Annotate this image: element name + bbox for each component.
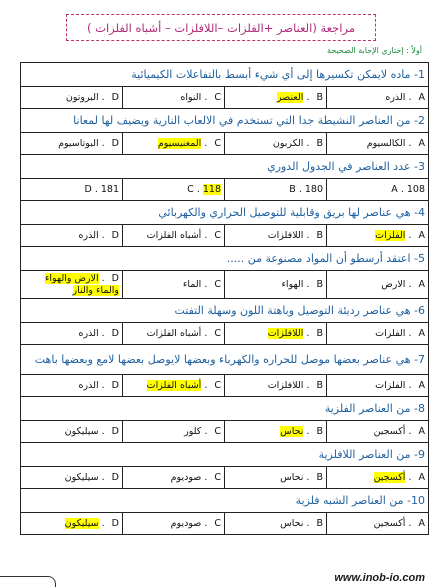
option-letter: B xyxy=(289,183,296,195)
option-text: الهواء xyxy=(281,278,304,290)
option-b[interactable]: B . نحاس xyxy=(225,467,327,489)
question-text: 5- اعتقد أرسطو أن المواد مصنوعة من ..... xyxy=(21,247,429,271)
option-b[interactable]: B . نحاس xyxy=(225,421,327,443)
option-a[interactable]: A . أكسجين xyxy=(327,421,429,443)
options-row xyxy=(21,323,429,345)
option-letter: C xyxy=(214,471,221,483)
options-row xyxy=(21,375,429,397)
option-text: أكسجين xyxy=(373,425,406,437)
option-letter: C xyxy=(214,137,221,149)
question-row xyxy=(21,63,429,87)
option-a[interactable]: A . الفلزات xyxy=(327,323,429,345)
option-letter: D xyxy=(111,229,119,241)
option-text: العنصر xyxy=(276,91,304,103)
option-b[interactable]: B . الهواء xyxy=(225,271,327,299)
option-c[interactable]: C . كلور xyxy=(123,421,225,443)
option-text: سيليكون xyxy=(64,471,99,483)
option-letter: D xyxy=(111,517,119,529)
option-letter: A xyxy=(418,278,425,290)
question-row xyxy=(21,443,429,467)
option-letter: D xyxy=(111,272,119,284)
option-c[interactable]: C . أشباه الفلزات xyxy=(123,375,225,397)
question-text: 4- هي عناصر لها بريق وقابلية للتوصيل الحراري والكهربائي xyxy=(21,201,429,225)
options-row xyxy=(21,225,429,247)
option-text: الفلزات xyxy=(375,229,406,241)
option-letter: A xyxy=(418,379,425,391)
option-text: الكالسيوم xyxy=(366,137,406,149)
option-letter: C xyxy=(214,425,221,437)
option-text: كلور xyxy=(184,425,202,437)
option-text: نحاس xyxy=(280,425,304,437)
option-letter: B xyxy=(316,471,323,483)
option-d[interactable]: D . الارض والهواء والماء والنار xyxy=(21,271,123,299)
option-letter: B xyxy=(316,91,323,103)
option-letter: C xyxy=(214,379,221,391)
options-row xyxy=(21,421,429,443)
options-row xyxy=(21,513,429,535)
option-letter: A xyxy=(418,425,425,437)
option-letter: A xyxy=(418,517,425,529)
option-c[interactable]: C . صوديوم xyxy=(123,513,225,535)
option-d[interactable]: D . سيليكون xyxy=(21,421,123,443)
question-row xyxy=(21,201,429,225)
options-row xyxy=(21,271,429,299)
question-row xyxy=(21,397,429,421)
option-text: صوديوم xyxy=(170,517,202,529)
question-text: 1- ماده لايمكن تكسيرها إلى أي شيء أبسط بالتفاعلات الكيميائية xyxy=(21,63,429,87)
option-letter: D xyxy=(111,91,119,103)
option-letter: C xyxy=(214,517,221,529)
option-letter: C xyxy=(214,229,221,241)
question-row xyxy=(21,489,429,513)
question-text: 7- هي عناصر بعضها موصل للحراره والكهرباء وبعضها لايوصل بعضها لامع وبعضها باهت xyxy=(21,345,429,375)
option-letter: D xyxy=(84,183,92,195)
option-letter: A xyxy=(418,229,425,241)
questions-table xyxy=(20,62,429,535)
option-b[interactable]: B . اللافلزات xyxy=(225,323,327,345)
option-letter: A xyxy=(418,137,425,149)
option-text: اللافلزات xyxy=(267,327,304,339)
option-text: الذره xyxy=(385,91,406,103)
option-c[interactable]: C . النواه xyxy=(123,87,225,109)
question-row xyxy=(21,109,429,133)
option-text: المغنيسيوم xyxy=(157,137,202,149)
options-row xyxy=(21,87,429,109)
option-a[interactable]: A . الذره xyxy=(327,87,429,109)
question-text: 8- من العناصر الفلزية xyxy=(21,397,429,421)
question-text: 9- من العناصر اللافلزية xyxy=(21,443,429,467)
option-letter: D xyxy=(111,471,119,483)
option-text: النواه xyxy=(180,91,202,103)
option-text: أكسجين xyxy=(373,517,406,529)
option-text: الذره xyxy=(78,379,99,391)
option-text: الارض xyxy=(381,278,406,290)
option-c[interactable]: C . 118 xyxy=(123,179,225,201)
option-c[interactable]: C . صوديوم xyxy=(123,467,225,489)
option-letter: C xyxy=(214,278,221,290)
page-corner-decoration xyxy=(0,576,56,587)
option-text: 118 xyxy=(202,183,221,195)
option-b[interactable]: B . اللافلزات xyxy=(225,225,327,247)
option-text: 181 xyxy=(100,183,119,195)
option-d[interactable]: D . الذره xyxy=(21,323,123,345)
option-d[interactable]: D . البروتون xyxy=(21,87,123,109)
option-text: نحاس xyxy=(280,471,304,483)
option-c[interactable]: C . المغنيسيوم xyxy=(123,133,225,155)
option-d[interactable]: D . الذره xyxy=(21,375,123,397)
option-text: الماء xyxy=(182,278,202,290)
options-row xyxy=(21,133,429,155)
option-letter: A xyxy=(391,183,398,195)
option-text: أشباه الفلزات xyxy=(146,229,202,241)
option-text: نحاس xyxy=(280,517,304,529)
option-d[interactable]: D . 181 xyxy=(21,179,123,201)
page-title: مراجعة (العناصر +الفلزات –اللافلزات – أشباه الفلزات ) xyxy=(87,20,355,35)
option-a[interactable]: A . 108 xyxy=(327,179,429,201)
option-a[interactable]: A . الفلزات xyxy=(327,375,429,397)
option-letter: B xyxy=(316,379,323,391)
option-text: أكسجين xyxy=(373,471,406,483)
instruction-text: أولاً : إختاري الإجابة الصحيحة xyxy=(327,46,422,55)
option-d[interactable]: D . البوتاسيوم xyxy=(21,133,123,155)
option-a[interactable]: A . الفلزات xyxy=(327,225,429,247)
question-row xyxy=(21,345,429,375)
option-c[interactable]: C . أشباه الفلزات xyxy=(123,323,225,345)
title-box xyxy=(66,14,376,41)
option-text: الفلزات xyxy=(375,327,406,339)
option-d[interactable]: D . سيليكون xyxy=(21,513,123,535)
option-letter: C xyxy=(187,183,194,195)
question-text: 6- هي عناصر رديئة التوصيل وباهتة اللون وسهلة التفتت xyxy=(21,299,429,323)
option-text: اللافلزات xyxy=(267,379,304,391)
option-letter: C xyxy=(214,91,221,103)
option-text: سيليكون xyxy=(64,425,99,437)
option-a[interactable]: A . الكالسيوم xyxy=(327,133,429,155)
option-d[interactable]: D . الذره xyxy=(21,225,123,247)
option-text: أشباه الفلزات xyxy=(146,327,202,339)
option-b[interactable]: B . الكربون xyxy=(225,133,327,155)
option-text: اللافلزات xyxy=(267,229,304,241)
option-b[interactable]: B . نحاس xyxy=(225,513,327,535)
option-letter: D xyxy=(111,425,119,437)
option-text: البروتون xyxy=(65,91,99,103)
option-letter: B xyxy=(316,229,323,241)
option-text: الكربون xyxy=(272,137,304,149)
option-text: 108 xyxy=(406,183,425,195)
options-row xyxy=(21,467,429,489)
option-text: البوتاسيوم xyxy=(58,137,99,149)
question-row xyxy=(21,155,429,179)
option-b[interactable]: B . العنصر xyxy=(225,87,327,109)
option-d[interactable]: D . سيليكون xyxy=(21,467,123,489)
option-b[interactable]: B . اللافلزات xyxy=(225,375,327,397)
option-text: الارض والهواء والماء والنار xyxy=(44,272,119,296)
option-letter: A xyxy=(418,471,425,483)
options-row xyxy=(21,179,429,201)
option-c[interactable]: C . الماء xyxy=(123,271,225,299)
option-text: صوديوم xyxy=(170,471,202,483)
option-letter: D xyxy=(111,327,119,339)
option-letter: B xyxy=(316,278,323,290)
option-letter: C xyxy=(214,327,221,339)
question-text: 3- عدد العناصر في الجدول الدوري xyxy=(21,155,429,179)
option-letter: D xyxy=(111,137,119,149)
option-c[interactable]: C . أشباه الفلزات xyxy=(123,225,225,247)
website-url: www.inob-io.com xyxy=(334,572,425,584)
option-text: سيليكون xyxy=(64,517,99,529)
option-letter: B xyxy=(316,517,323,529)
question-row xyxy=(21,247,429,271)
option-a[interactable]: A . أكسجين xyxy=(327,513,429,535)
option-text: الذره xyxy=(78,327,99,339)
option-letter: B xyxy=(316,425,323,437)
option-letter: A xyxy=(418,327,425,339)
option-letter: D xyxy=(111,379,119,391)
option-text: 180 xyxy=(304,183,323,195)
option-letter: A xyxy=(418,91,425,103)
option-text: الفلزات xyxy=(375,379,406,391)
question-text: 2- من العناصر النشيطة جدا التي تستخدم في الالعاب النارية ويضيف لها لمعانا xyxy=(21,109,429,133)
option-text: الذره xyxy=(78,229,99,241)
option-letter: B xyxy=(316,327,323,339)
option-text: أشباه الفلزات xyxy=(146,379,202,391)
option-letter: B xyxy=(316,137,323,149)
question-row xyxy=(21,299,429,323)
question-text: 10- من العناصر الشبه فلزية xyxy=(21,489,429,513)
option-a[interactable]: A . الارض xyxy=(327,271,429,299)
option-b[interactable]: B . 180 xyxy=(225,179,327,201)
option-a[interactable]: A . أكسجين xyxy=(327,467,429,489)
